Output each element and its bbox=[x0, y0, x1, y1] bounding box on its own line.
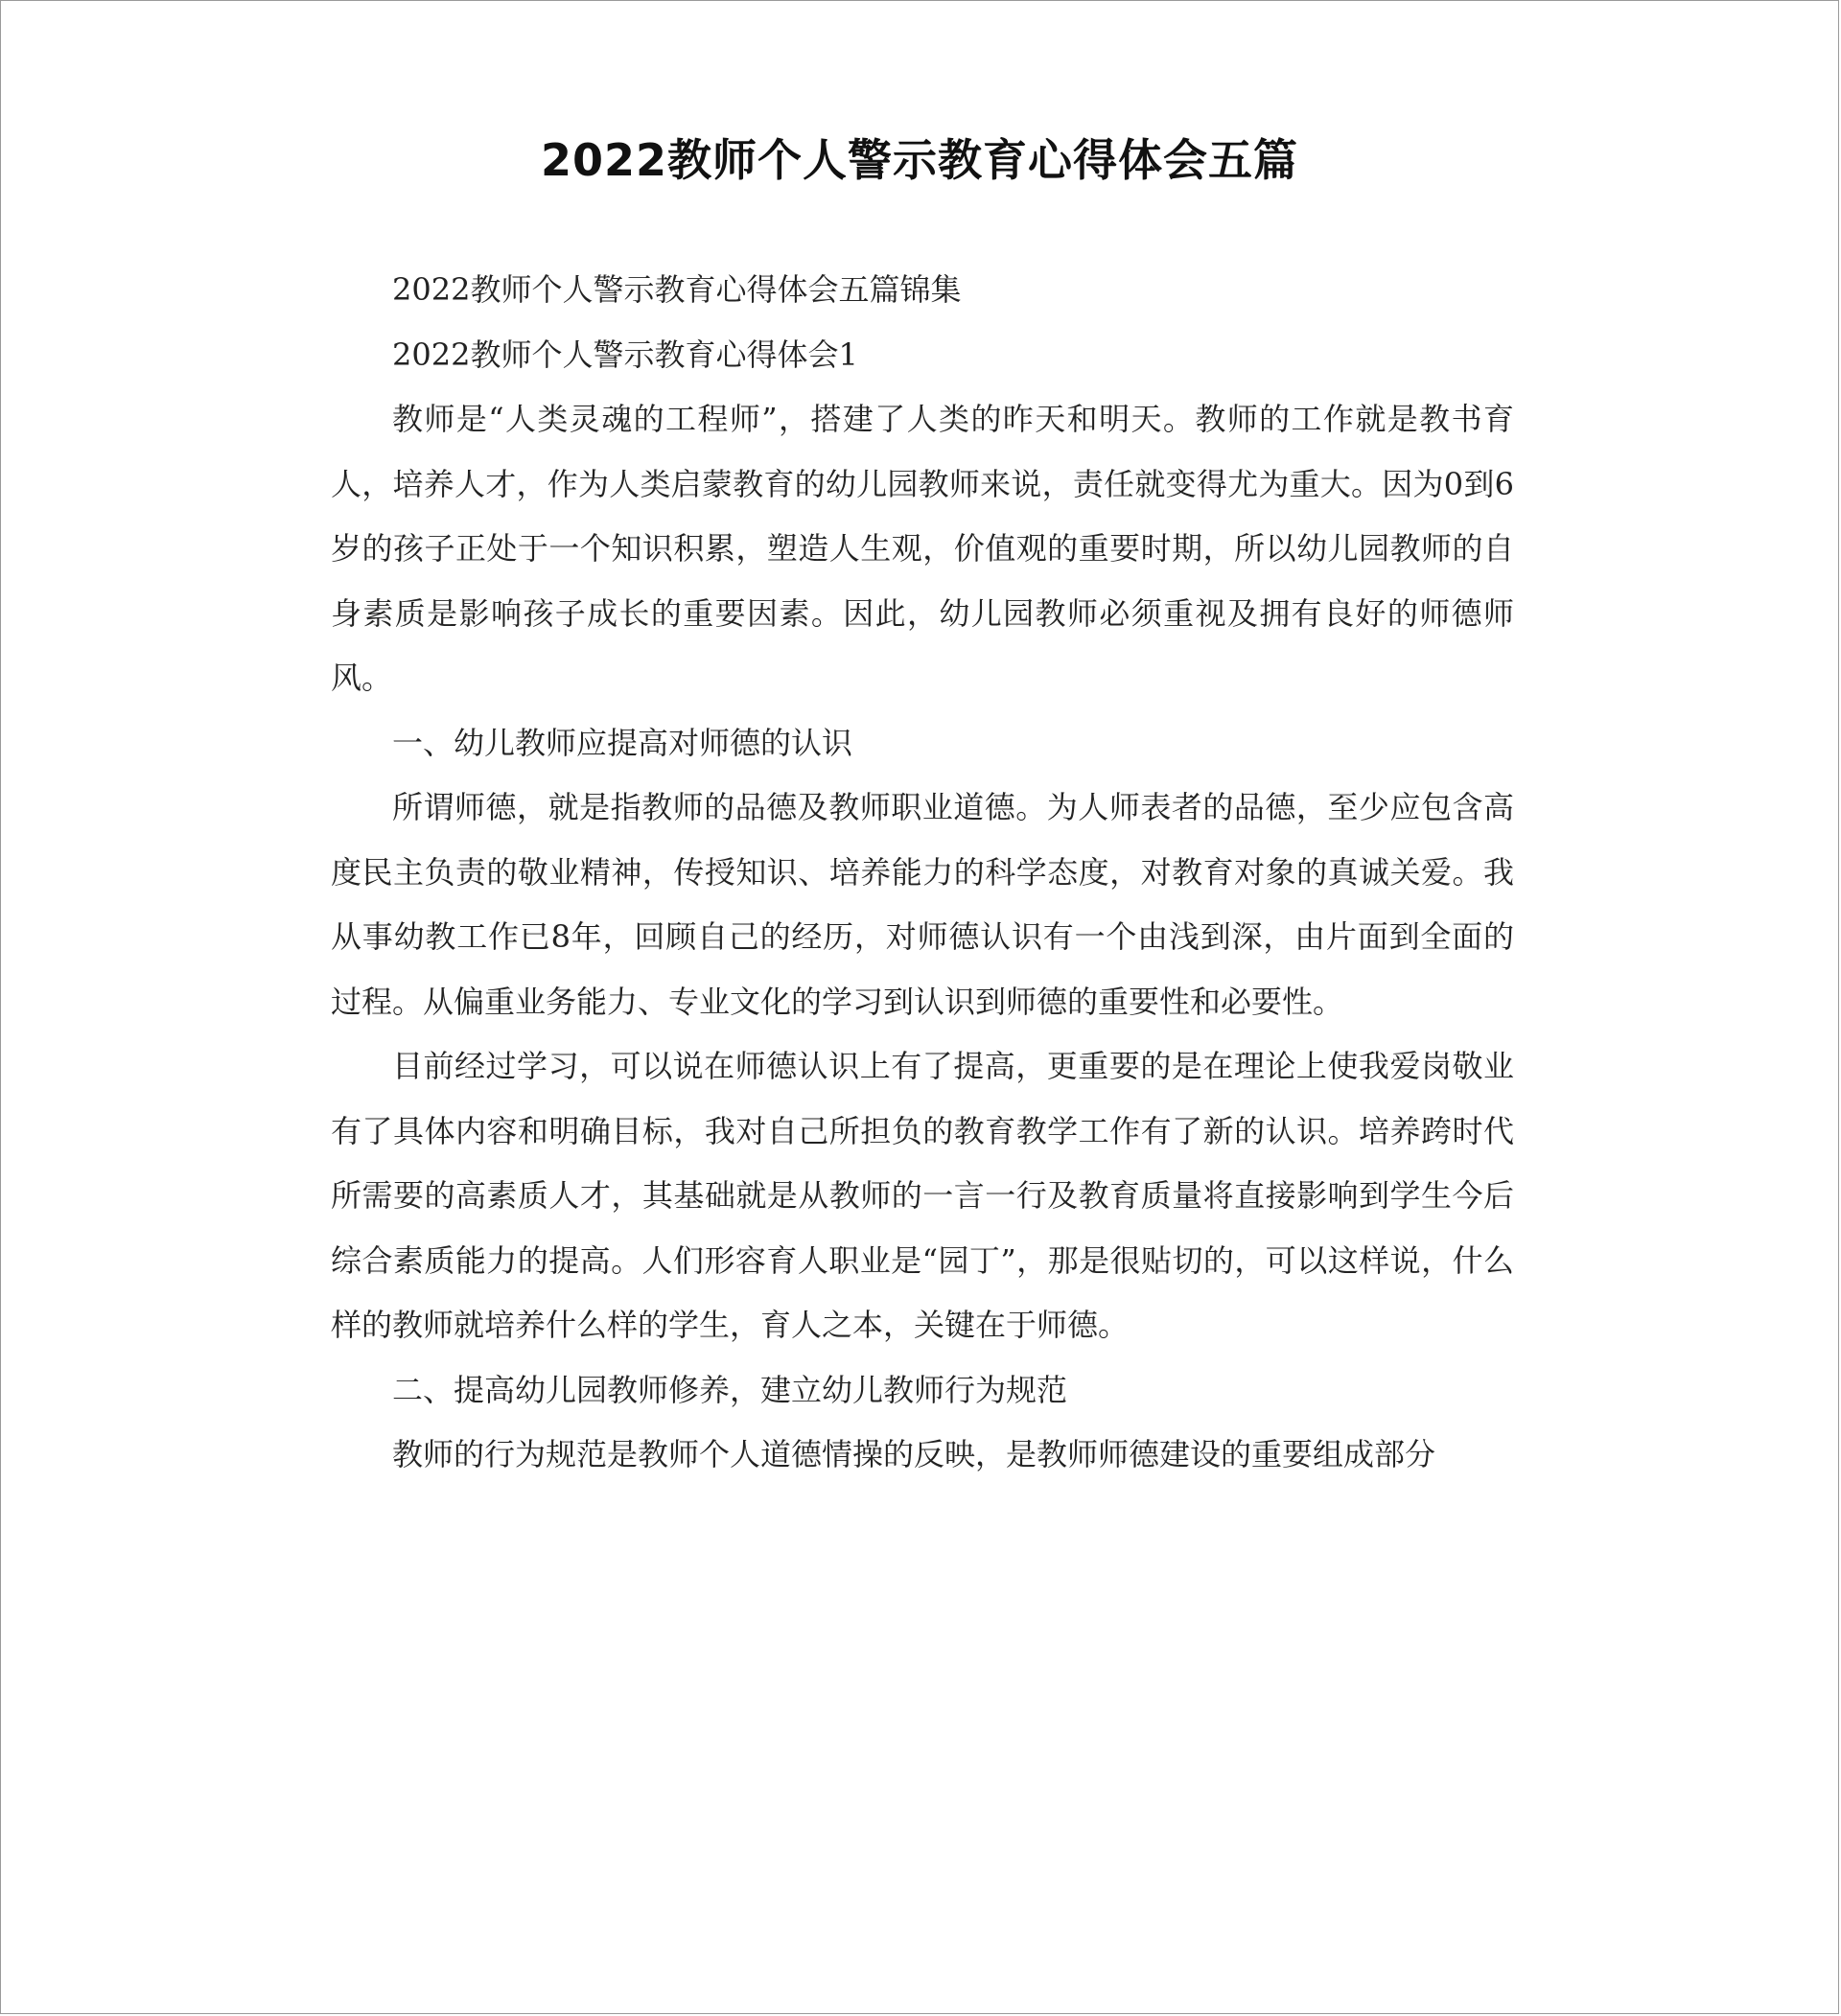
paragraph: 2022教师个人警示教育心得体会五篇锦集 bbox=[392, 271, 962, 308]
paragraph: 目前经过学习，可以说在师德认识上有了提高，更重要的是在理论上使我爱岗敬业有了具体内容和明确目标，我对自己所担负的教育教学工作有了新的认识。培养跨时代所需要的高素质人才，其基础就是从教师的一言一行及教育质量将直接影响到学生今后综合素质能力的提高。人们形容育人职业是“园丁”，那是很贴切的，可以这样说，什么样的教师就培养什么样的学生，育人之本，关键在于师德。 bbox=[331, 1048, 1514, 1343]
paragraph: 教师的行为规范是教师个人道德情操的反映，是教师师德建设的重要组成部分 bbox=[392, 1436, 1436, 1472]
paragraph: 二、提高幼儿园教师修养，建立幼儿教师行为规范 bbox=[392, 1371, 1068, 1408]
paragraph: 2022教师个人警示教育心得体会1 bbox=[392, 336, 858, 373]
document-title: 2022教师个人警示教育心得体会五篇 bbox=[540, 134, 1299, 186]
document-body bbox=[331, 258, 1514, 1488]
paragraph: 一、幼儿教师应提高对师德的认识 bbox=[392, 724, 853, 761]
paragraph: 所谓师德，就是指教师的品德及教师职业道德。为人师表者的品德，至少应包含高度民主负责的敬业精神，传授知识、培养能力的科学态度，对教育对象的真诚关爱。我从事幼教工作已8年，回顾自己的经历，对师德认识有一个由浅到深，由片面到全面的过程。从偏重业务能力、专业文化的学习到认识到师德的重要性和必要性。 bbox=[331, 789, 1514, 1020]
paragraph: 教师是“人类灵魂的工程师”，搭建了人类的昨天和明天。教师的工作就是教书育人，培养人才，作为人类启蒙教育的幼儿园教师来说，责任就变得尤为重大。因为0到6岁的孩子正处于一个知识积累，塑造人生观，价值观的重要时期，所以幼儿园教师的自身素质是影响孩子成长的重要因素。因此，幼儿园教师必须重视及拥有良好的师德师风。 bbox=[331, 401, 1514, 696]
